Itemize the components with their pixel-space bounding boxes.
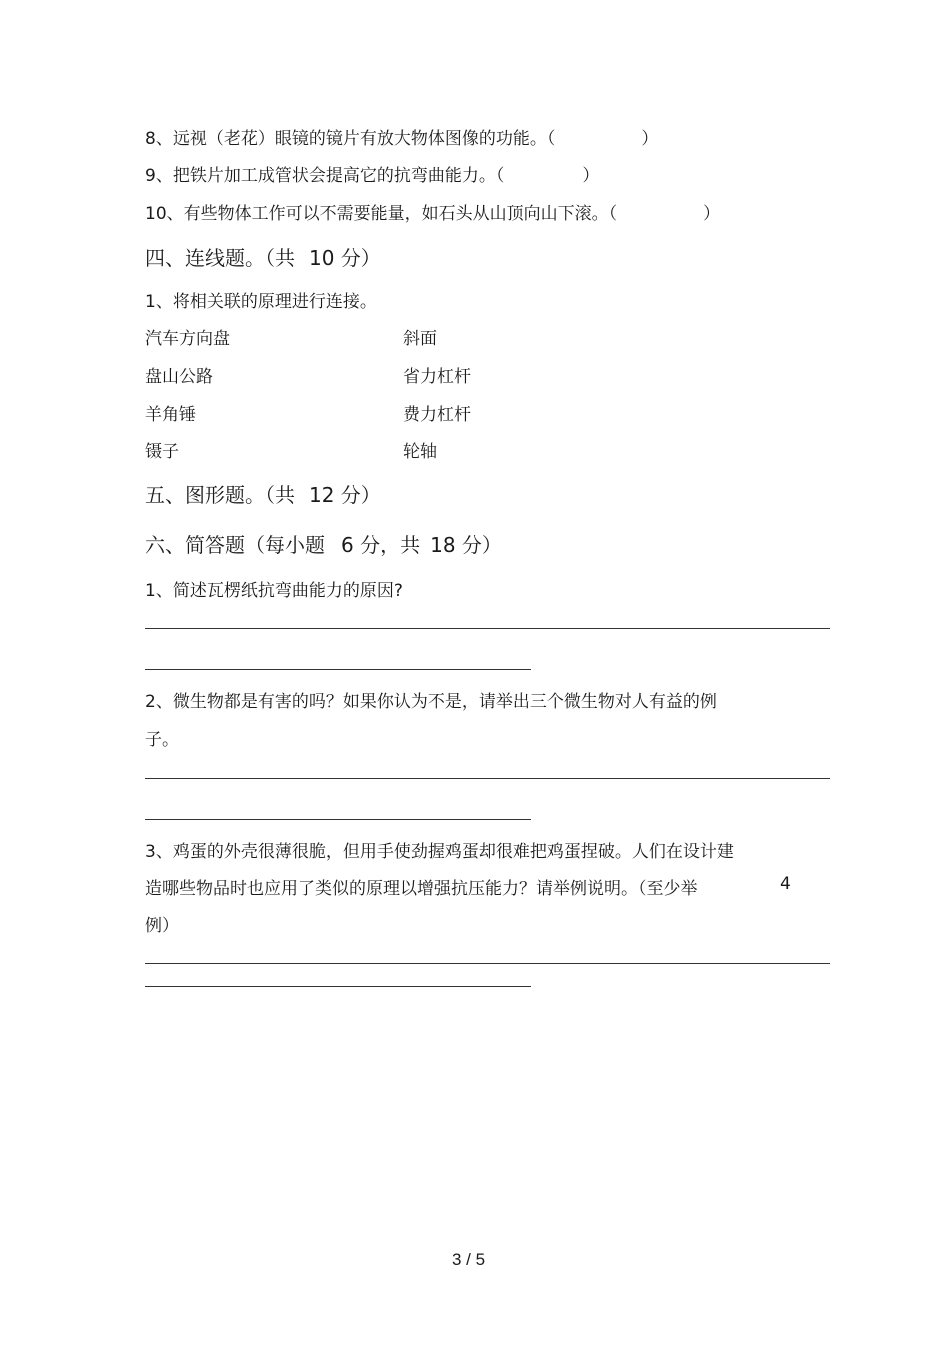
tf-item-9: 9、把铁片加工成管状会提高它的抗弯曲能力。（ ） (145, 166, 600, 186)
answer-line[interactable] (145, 778, 830, 779)
answer-line[interactable] (145, 819, 531, 820)
answer-close-paren: ） (641, 129, 659, 149)
section-5-heading: 五、图形题。（共 12 分） (145, 483, 381, 507)
short-answer-question-3-count: 4 (780, 874, 791, 894)
match-right-item[interactable]: 斜面 (403, 329, 437, 349)
tf-item-8: 8、远视（老花）眼镜的镜片有放大物体图像的功能。（ ） (145, 129, 659, 149)
match-right-item[interactable]: 轮轴 (403, 442, 437, 462)
short-answer-question-2-line1: 2、微生物都是有害的吗？如果你认为不是，请举出三个微生物对人有益的例 (145, 692, 717, 712)
match-left-item[interactable]: 羊角锤 (145, 405, 196, 425)
short-answer-question-2-line2: 子。 (145, 730, 179, 750)
answer-close-paren: ） (703, 204, 721, 224)
match-left-item[interactable]: 汽车方向盘 (145, 329, 230, 349)
answer-line[interactable] (145, 628, 830, 629)
short-answer-question-1: 1、简述瓦楞纸抗弯曲能力的原因? (145, 581, 403, 601)
answer-open-paren: （ (495, 166, 505, 186)
short-answer-question-3-line2: 造哪些物品时也应用了类似的原理以增强抗压能力？请举例说明。（至少举 (145, 879, 698, 899)
match-left-item[interactable]: 盘山公路 (145, 367, 213, 387)
page-number: 3 / 5 (452, 1250, 486, 1269)
match-right-item[interactable]: 省力杠杆 (403, 367, 471, 387)
answer-open-paren: （ (546, 129, 556, 149)
tf-item-10: 10、有些物体工作可以不需要能量，如石头从山顶向山下滚。（ ） (145, 204, 721, 224)
answer-line[interactable] (145, 669, 531, 670)
match-right-item[interactable]: 费力杠杆 (403, 405, 471, 425)
section-4-heading: 四、连线题。（共 10 分） (145, 246, 381, 270)
answer-line[interactable] (145, 963, 830, 964)
match-left-item[interactable]: 镊子 (145, 442, 179, 462)
answer-open-paren: （ (608, 204, 618, 224)
answer-line[interactable] (145, 986, 531, 987)
short-answer-question-3-line1: 3、鸡蛋的外壳很薄很脆，但用手使劲握鸡蛋却很难把鸡蛋捏破。人们在设计建 (145, 842, 734, 862)
section-6-heading: 六、简答题（每小题 6 分，共 18 分） (145, 533, 502, 557)
section-4-question: 1、将相关联的原理进行连接。 (145, 292, 377, 312)
answer-close-paren: ） (582, 166, 600, 186)
short-answer-question-3-line3: 例） (145, 916, 179, 936)
